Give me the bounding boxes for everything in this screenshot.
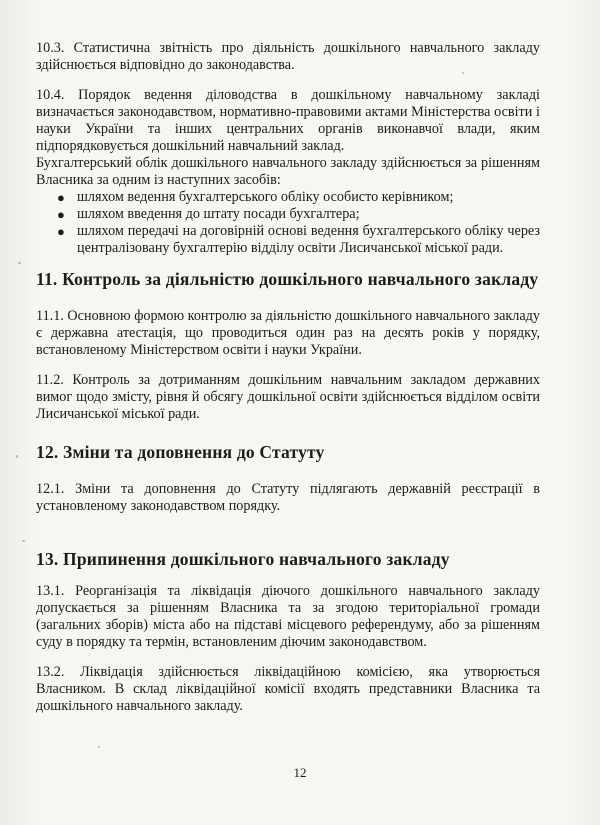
list-item-text: шляхом ведення бухгалтерського обліку особисто керівником; — [77, 189, 454, 205]
paragraph-10-3: 10.3. Статистична звітність про діяльність дошкільного навчального закладу здійснюється відповідно до законодавства. — [36, 40, 540, 73]
scan-speck — [18, 262, 21, 264]
bullet-icon: ● — [57, 224, 65, 239]
paragraph-13-2: 13.2. Ліквідація здійснюється ліквідаційною комісією, яка утворюється Власником. В склад ліквідаційної комісії входять представники Власника та дошкільного навчального закладу. — [36, 664, 540, 714]
bullet-icon: ● — [57, 190, 65, 205]
scan-speck — [98, 746, 100, 748]
scan-speck — [22, 540, 25, 542]
list-item-text: шляхом передачі на договірній основі ведення бухгалтерського обліку через централізовану бухгалтерію відділу освіти Лисичанської міської ради. — [77, 223, 540, 256]
list-item — [36, 223, 540, 257]
section-heading-11: 11. Контроль за діяльністю дошкільного навчального закладу — [36, 269, 539, 289]
paragraph-13-1: 13.1. Реорганізація та ліквідація діючого дошкільного навчального закладу допускається за рішенням Власника та за згодою територіальної громади (загальних зборів) міста або на підставі місцевого референдуму, або за рішенням суду в порядку та термін, встановленим діючим законодавством. — [36, 583, 540, 650]
paragraph-11-1: 11.1. Основною формою контролю за діяльністю дошкільного навчального закладу є державна атестація, що проводиться один раз на десять років у порядку, встановленому Міністерством освіти і науки України. — [36, 308, 540, 358]
scan-speck — [462, 72, 464, 74]
section-heading-13: 13. Припинення дошкільного навчального закладу — [36, 549, 450, 569]
paragraph-10-4: 10.4. Порядок ведення діловодства в дошкільному навчальному закладі визначається законодавством, нормативно-правовими актами Міністерства освіти і науки України та інших центральних органів виконавчої влади, яким підпорядковується дошкільний навчальний заклад. — [36, 87, 540, 154]
bullet-icon: ● — [57, 207, 65, 222]
list-item-text: шляхом введення до штату посади бухгалтера; — [77, 206, 360, 222]
list-item — [36, 206, 540, 223]
paragraph-11-2: 11.2. Контроль за дотриманням дошкільним навчальним закладом державних вимог щодо змісту, рівня й обсягу дошкільної освіти здійснюється відділом освіти Лисичанської міської ради. — [36, 372, 540, 422]
page-content — [36, 40, 540, 728]
accounting-options-list — [36, 189, 540, 257]
scan-speck — [16, 455, 18, 458]
page-number: 12 — [293, 765, 307, 780]
list-item — [36, 189, 540, 206]
section-heading-12: 12. Зміни та доповнення до Статуту — [36, 442, 325, 462]
accounting-intro: Бухгалтерський облік дошкільного навчального закладу здійснюється за рішенням Власника за одним із наступних засобів: — [36, 155, 540, 188]
paragraph-12-1: 12.1. Зміни та доповнення до Статуту підлягають державній реєстрації в установленому законодавством порядку. — [36, 481, 540, 514]
